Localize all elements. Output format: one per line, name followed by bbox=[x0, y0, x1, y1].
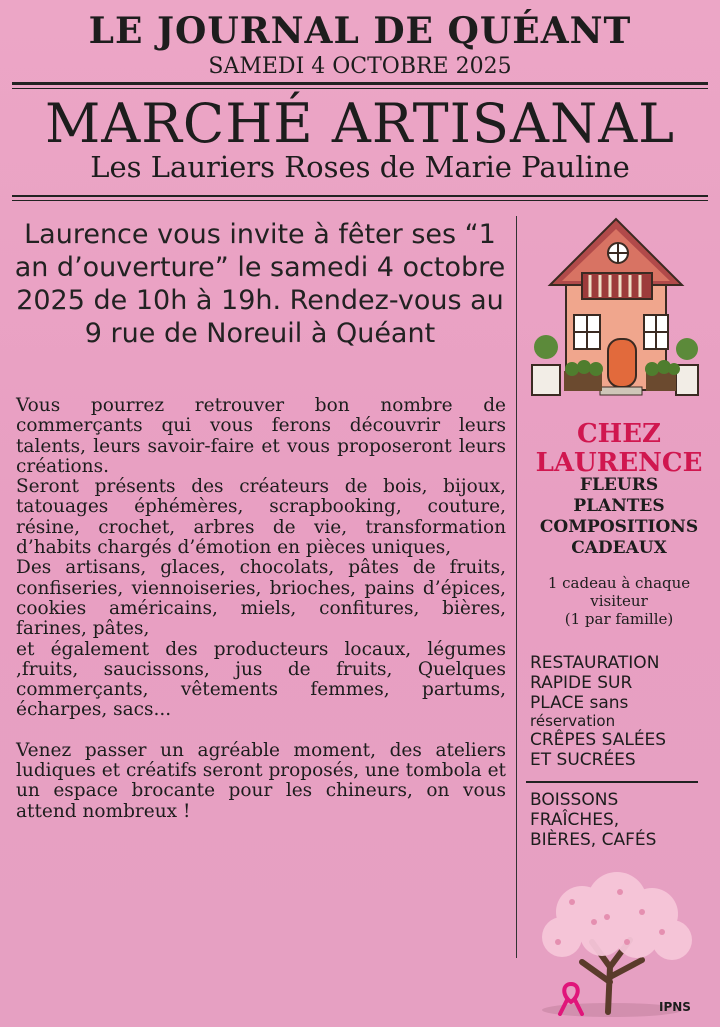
headline: MARCHÉ ARTISANAL bbox=[44, 92, 676, 155]
services-list bbox=[524, 475, 714, 559]
paragraph: Vous pourrez retrouver bon nombre de commerçants qui vous ferons découvrir leurs talents, leurs savoir-faire et vous proposeront leurs créations. bbox=[16, 395, 506, 477]
divider bbox=[12, 195, 708, 197]
gift-line: 1 cadeau à chaque bbox=[547, 574, 691, 592]
food-line: ET SUCRÉES bbox=[530, 750, 636, 770]
divider bbox=[12, 88, 708, 89]
cherry-blossom-tree-illustration bbox=[522, 872, 702, 1017]
food-line: RAPIDE SUR bbox=[530, 673, 633, 693]
shop-name-line: LAURENCE bbox=[535, 448, 703, 478]
column-divider bbox=[516, 216, 517, 958]
food-line: PLACE sans bbox=[530, 693, 629, 713]
paragraph: Des artisans, glaces, chocolats, pâtes de fruits, confiseries, viennoiseries, brioches, pains d’épices, cookies américains, miels, confitures, bières, farines, pâtes, bbox=[16, 557, 506, 640]
subheadline: Les Lauriers Roses de Marie Pauline bbox=[90, 150, 630, 184]
food-line: RESTAURATION bbox=[530, 653, 660, 673]
paragraph: Seront présents des créateurs de bois, bijoux, tatouages éphémères, scrapbooking, couture, résine, crochet, arbres de vie, transformation d’habits chargés d’émotion en pièces uniques, bbox=[16, 476, 506, 559]
service-item: CADEAUX bbox=[571, 538, 667, 558]
paragraph: et également des producteurs locaux, légumes ,fruits, saucissons, jus de fruits, Quelques commerçants, vêtements femmes, partums, écharpes, sacs... bbox=[16, 638, 506, 721]
food-line: réservation bbox=[530, 712, 616, 730]
paragraph: Venez passer un agréable moment, des ateliers ludiques et créatifs seront proposés, une tombola et un espace brocante pour les chineurs, on vous attend nombreux ! bbox=[16, 739, 506, 822]
gift-line: (1 par famille) bbox=[564, 610, 674, 628]
article-body bbox=[16, 396, 506, 822]
divider bbox=[12, 200, 708, 201]
gift-line: visiteur bbox=[590, 592, 648, 610]
drinks-line: FRAÎCHES, bbox=[530, 810, 620, 830]
lead-paragraph: Laurence vous invite à fêter ses “1 an d’ouverture” le samedi 4 octobre 2025 de 10h à 19h. Rendez-vous au 9 rue de Noreuil à Quéant bbox=[14, 219, 506, 349]
shop-name-line: CHEZ bbox=[576, 419, 662, 449]
pink-ribbon-icon bbox=[556, 980, 586, 1016]
gift-note bbox=[524, 574, 714, 628]
divider bbox=[12, 82, 708, 85]
drinks-info bbox=[530, 790, 710, 850]
divider bbox=[526, 781, 698, 783]
service-item: FLEURS bbox=[579, 475, 659, 495]
ipns-label: IPNS bbox=[659, 1000, 691, 1014]
issue-date: SAMEDI 4 OCTOBRE 2025 bbox=[208, 54, 512, 79]
drinks-line: BOISSONS bbox=[530, 790, 619, 810]
shop-name bbox=[524, 420, 714, 478]
drinks-line: BIÈRES, CAFÉS bbox=[530, 830, 657, 850]
masthead-title: LE JOURNAL DE QUÉANT bbox=[88, 10, 632, 52]
house-illustration bbox=[530, 215, 700, 405]
food-line: CRÊPES SALÉES bbox=[530, 730, 667, 750]
service-item: COMPOSITIONS bbox=[539, 517, 699, 537]
food-info bbox=[530, 653, 710, 770]
service-item: PLANTES bbox=[573, 496, 665, 516]
